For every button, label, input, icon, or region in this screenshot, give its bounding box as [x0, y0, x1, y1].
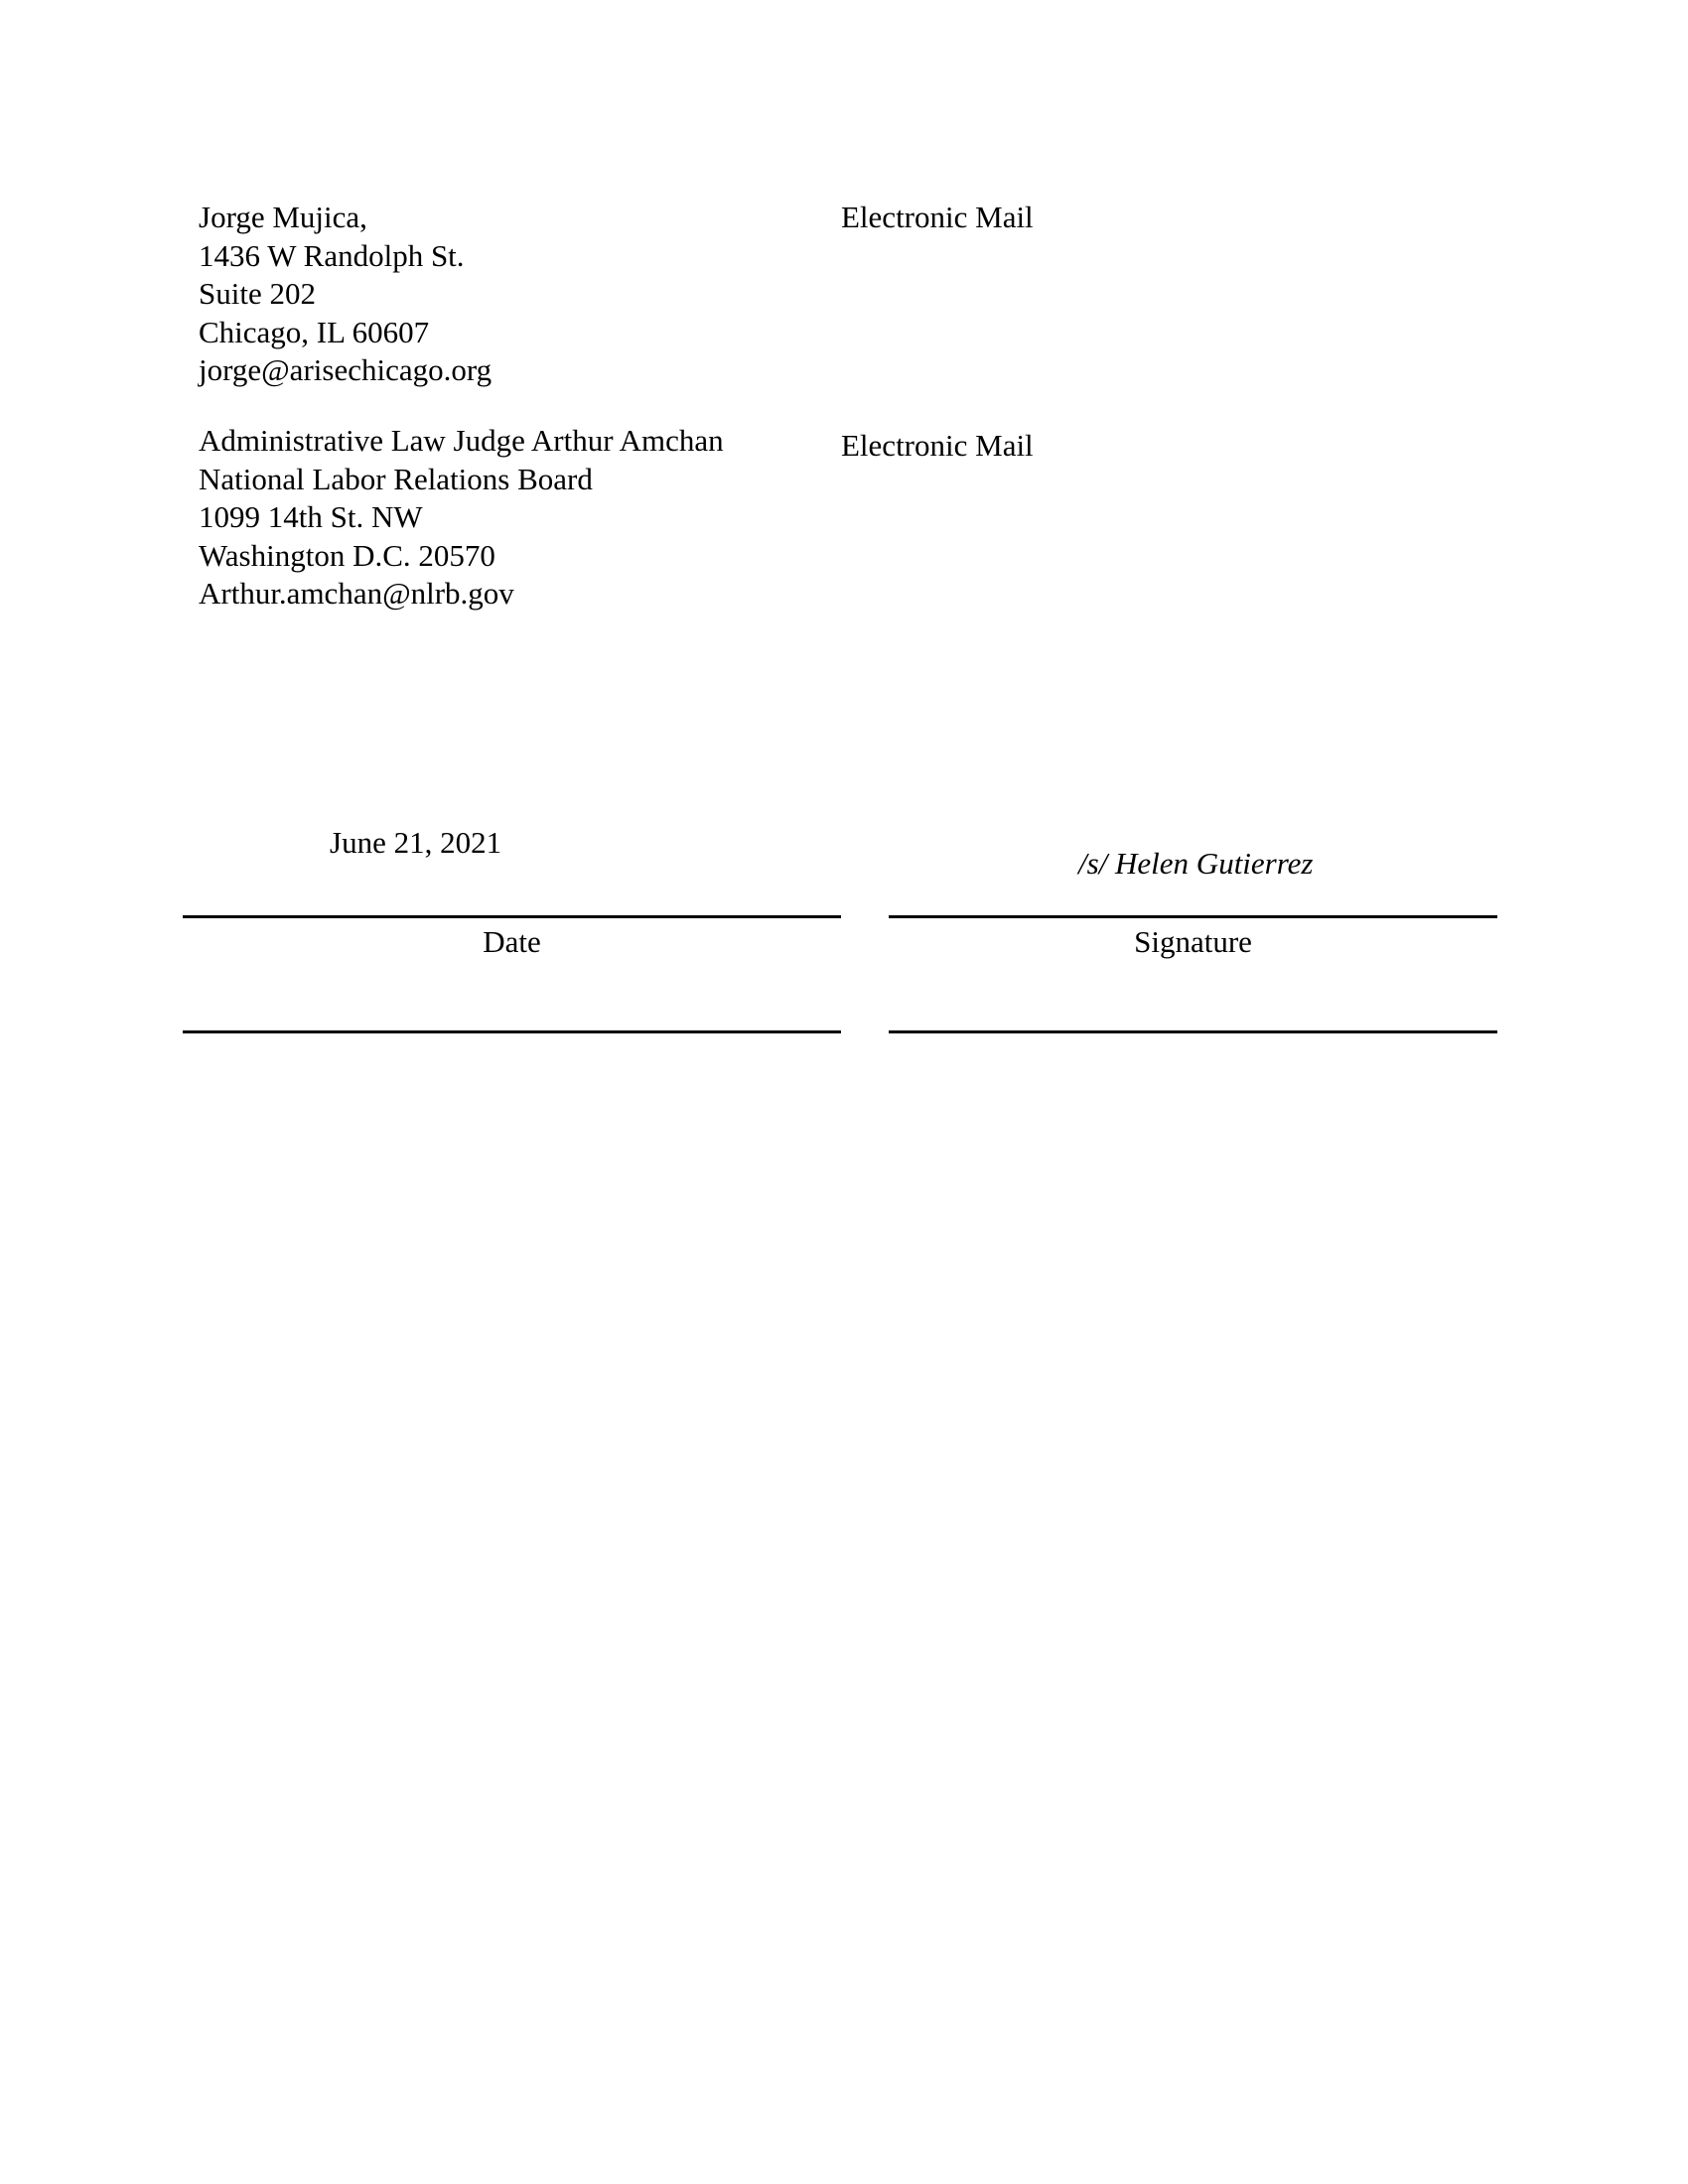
date-value: June 21, 2021 [330, 825, 502, 860]
blank-line-right [889, 1030, 1497, 1033]
recipient-street: 1099 14th St. NW [199, 499, 423, 534]
recipient-email: jorge@arisechicago.org [199, 352, 492, 387]
recipient-organization: National Labor Relations Board [199, 461, 593, 496]
service-method-1: Electronic Mail [841, 200, 1034, 234]
date-line [183, 915, 841, 918]
recipient-name: Jorge Mujica, [199, 200, 367, 234]
recipient-suite: Suite 202 [199, 276, 316, 311]
signature-label: Signature [1134, 924, 1252, 959]
recipient-street: 1436 W Randolph St. [199, 237, 465, 273]
recipient-city-state-zip: Chicago, IL 60607 [199, 314, 430, 349]
recipient-address-block-2 [199, 422, 724, 614]
blank-line-left [183, 1030, 841, 1033]
service-method-2: Electronic Mail [841, 428, 1034, 463]
recipient-address-block-1 [199, 199, 492, 390]
recipient-email: Arthur.amchan@nlrb.gov [199, 576, 514, 611]
date-label: Date [483, 924, 541, 959]
signature-value: /s/ Helen Gutierrez [1078, 846, 1314, 881]
signature-line [889, 915, 1497, 918]
recipient-city-state-zip: Washington D.C. 20570 [199, 537, 495, 573]
recipient-name: Administrative Law Judge Arthur Amchan [199, 423, 724, 458]
